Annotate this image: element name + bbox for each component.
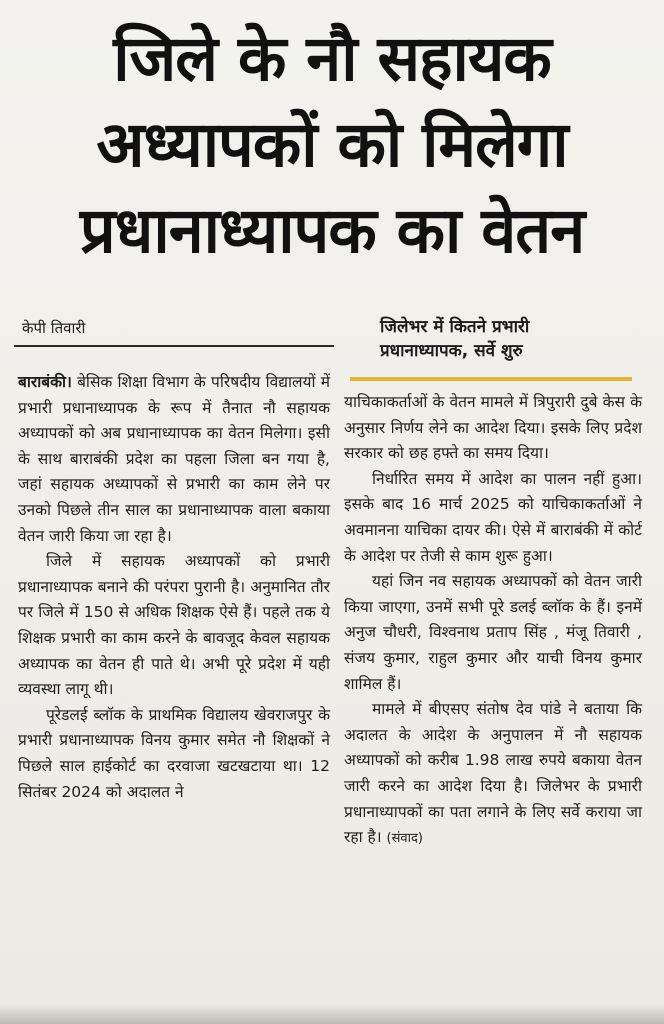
subheading: [380, 315, 650, 363]
paragraph: [18, 370, 330, 549]
subheading-line-2: प्रधानाध्यापक, सर्वे शुरु: [380, 341, 523, 361]
headline-line-1: जिले के नौ सहायक: [113, 22, 551, 95]
paragraph: जिले में सहायक अध्यापकों को प्रभारी प्रधानाध्यापक बनाने की परंपरा पुरानी है। अनुमानित तौर पर जिले में 150 से अधिक शिक्षक ऐसे हैं। पहले तक ये शिक्षक प्रभारी का काम करने के बावजूद केवल सहायक अध्यापक का वेतन ही पाते थे। अभी पूरे प्रदेश में यही व्यवस्था लागू थी।: [18, 552, 330, 699]
article-column-right: [344, 390, 642, 852]
headline-line-2: अध्यापकों को मिलेगा: [96, 108, 568, 181]
headline-line-3: प्रधानाध्यापक का वेतन: [79, 194, 585, 267]
paragraph-text: मामले में बीएसए संतोष देव पांडे ने बताया कि अदालत के आदेश के अनुपालन में नौ सहायक अध्यापकों को करीब 1.98 लाख रुपये बकाया वेतन जारी करने का आदेश दिया है। जिलेभर के प्रभारी प्रधानाध्यापकों का पता लगाने के लिए सर्वे कराया जा रहा है।: [344, 700, 642, 847]
subheading-line-1: जिलेभर में कितने प्रभारी: [380, 317, 530, 337]
dateline: बाराबंकी।: [18, 373, 72, 391]
paragraph: निर्धारित समय में आदेश का पालन नहीं हुआ। इसके बाद 16 मार्च 2025 को याचिकाकर्ताओं ने अवमानना याचिका दायर की। ऐसे में बाराबंकी में कोर्ट के आदेश पर तेजी से काम शुरू हुआ।: [344, 469, 642, 565]
subheading-underline: [350, 377, 632, 381]
byline-divider: [14, 345, 334, 347]
paragraph-text: बेसिक शिक्षा विभाग के परिषदीय विद्यालयों में प्रभारी प्रधानाध्यापक के रूप में तैनात नौ सहायक अध्यापकों को अब प्रधानाध्यापक का वेतन मिलेगा। इसी के साथ बाराबंकी प्रदेश का पहला जिला बन गया है, जहां सहायक अध्यापकों से प्रभारी का काम लेने पर उनको पिछले तीन साल का प्रधानाध्यापक वाला बकाया वेतन जारी किया जा रहा है।: [18, 373, 330, 545]
headline: [0, 16, 664, 274]
page-bottom-shadow: [0, 1004, 664, 1024]
paragraph: [344, 697, 642, 852]
byline: केपी तिवारी: [22, 319, 86, 337]
paragraph: याचिकाकर्ताओं के वेतन मामले में त्रिपुरारी दुबे केस के अनुसार निर्णय लेने का आदेश दिया। इसके लिए प्रदेश सरकार को छह हफ्ते का समय दिया।: [344, 393, 642, 463]
paragraph: पूरेडलई ब्लॉक के प्राथमिक विद्यालय खेवराजपुर के प्रभारी प्रधानाध्यापक विनय कुमार समेत नौ शिक्षकों ने पिछले साल हाईकोर्ट का दरवाजा खटखटाया था। 12 सितंबर 2024 को अदालत ने: [18, 705, 330, 801]
credit-tag: (संवाद): [386, 831, 423, 847]
article-column-left: [18, 370, 330, 805]
paragraph: यहां जिन नव सहायक अध्यापकों को वेतन जारी किया जाएगा, उनमें सभी पूरे डलई ब्लॉक के हैं। इनमें अनुज चौधरी, विश्वनाथ प्रताप सिंह , मंजू तिवारी , संजय कुमार, राहुल कुमार और याची विनय कुमार शामिल हैं।: [344, 572, 642, 693]
